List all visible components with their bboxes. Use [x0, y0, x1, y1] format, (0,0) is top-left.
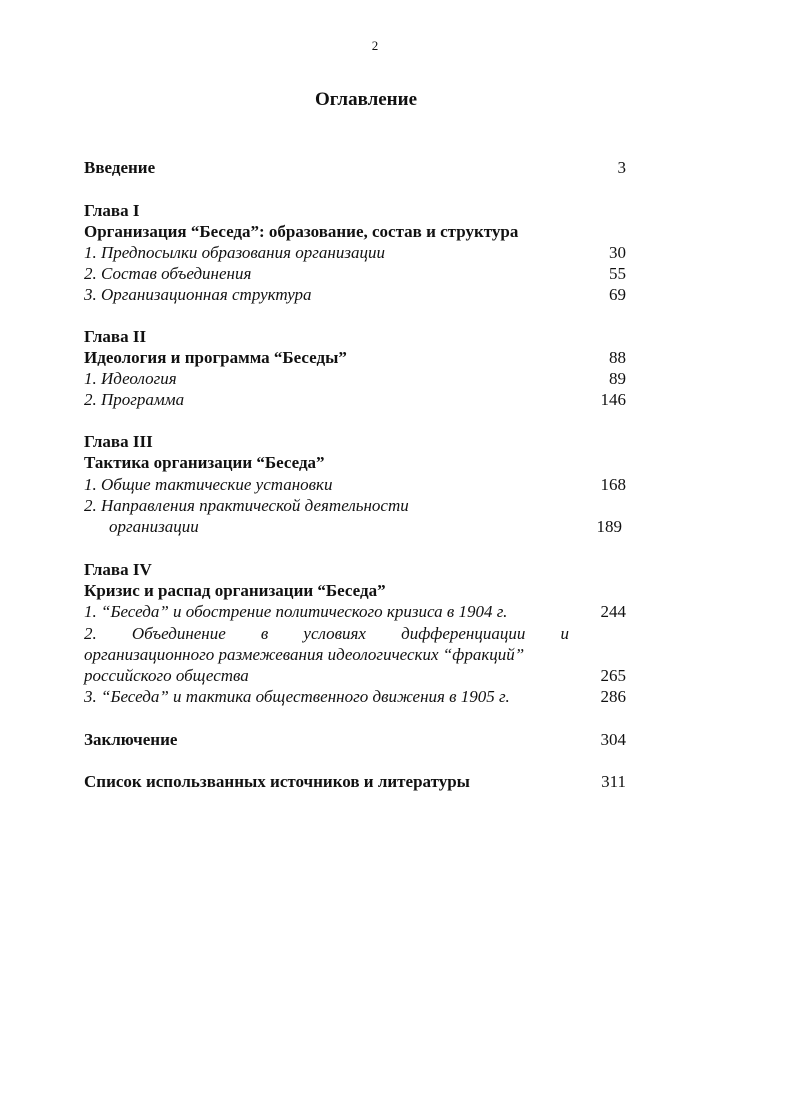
- chapter-3-title: Тактика организации “Беседа”: [84, 453, 325, 472]
- chapter-4-item-2-line-2: организационного размежевания идеологических “фракций”: [84, 645, 525, 664]
- toc-sources-label: Список использванных источников и литературы: [84, 772, 470, 791]
- chapter-1-item-3-label: 3. Организационная структура: [84, 285, 312, 304]
- chapter-3-item-2-label: 2. Направления практической деятельности: [84, 496, 409, 515]
- chapter-2-title: Идеология и программа “Беседы”: [84, 348, 347, 367]
- page-number: 2: [371, 38, 379, 53]
- chapter-2-page: 88: [609, 348, 626, 367]
- chapter-3-item-2-label-continued: организации: [109, 517, 199, 536]
- chapter-1-item-2-page: 55: [609, 264, 626, 283]
- chapter-1-item-3-page: 69: [609, 285, 626, 304]
- chapter-3-item-2-page: 189: [596, 517, 622, 536]
- chapter-4-item-1-page: 244: [600, 602, 626, 621]
- chapter-1-item-1-label: 1. Предпосылки образования организации: [84, 243, 385, 262]
- chapter-3-item-1-page: 168: [600, 475, 626, 494]
- chapter-4-item-3-page: 286: [600, 687, 626, 706]
- toc-conclusion-label: Заключение: [84, 730, 178, 749]
- toc-sources-page: 311: [601, 772, 626, 791]
- chapter-2-item-1-page: 89: [609, 369, 626, 388]
- chapter-4-item-1-label: 1. “Беседа” и обострение политического кризиса в 1904 г.: [84, 602, 508, 621]
- chapter-1-title: Организация “Беседа”: образование, состав и структура: [84, 222, 519, 241]
- chapter-1-item-1-page: 30: [609, 243, 626, 262]
- chapter-4-heading: Глава IV: [84, 560, 152, 579]
- chapter-4-item-2-line-1: 2. Объединение в условиях дифференциации и: [84, 624, 569, 643]
- chapter-2-heading: Глава II: [84, 327, 147, 346]
- chapter-2-item-2-page: 146: [600, 390, 626, 409]
- chapter-1-item-2-label: 2. Состав объединения: [84, 264, 252, 283]
- chapter-3-heading: Глава III: [84, 432, 153, 451]
- chapter-4-item-2-page: 265: [600, 666, 626, 685]
- toc-intro-label: Введение: [84, 158, 156, 177]
- chapter-2-item-1-label: 1. Идеология: [84, 369, 177, 388]
- chapter-4-title: Кризис и распад организации “Беседа”: [84, 581, 386, 600]
- toc-intro-page: 3: [617, 158, 626, 177]
- chapter-1-heading: Глава I: [84, 201, 140, 220]
- toc-title: Оглавление: [314, 89, 418, 110]
- chapter-3-item-1-label: 1. Общие тактические установки: [84, 475, 333, 494]
- chapter-4-item-2-line-3: российского общества: [84, 666, 249, 685]
- chapter-4-item-3-label: 3. “Беседа” и тактика общественного движения в 1905 г.: [84, 687, 510, 706]
- toc-conclusion-page: 304: [600, 730, 626, 749]
- chapter-2-item-2-label: 2. Программа: [84, 390, 185, 409]
